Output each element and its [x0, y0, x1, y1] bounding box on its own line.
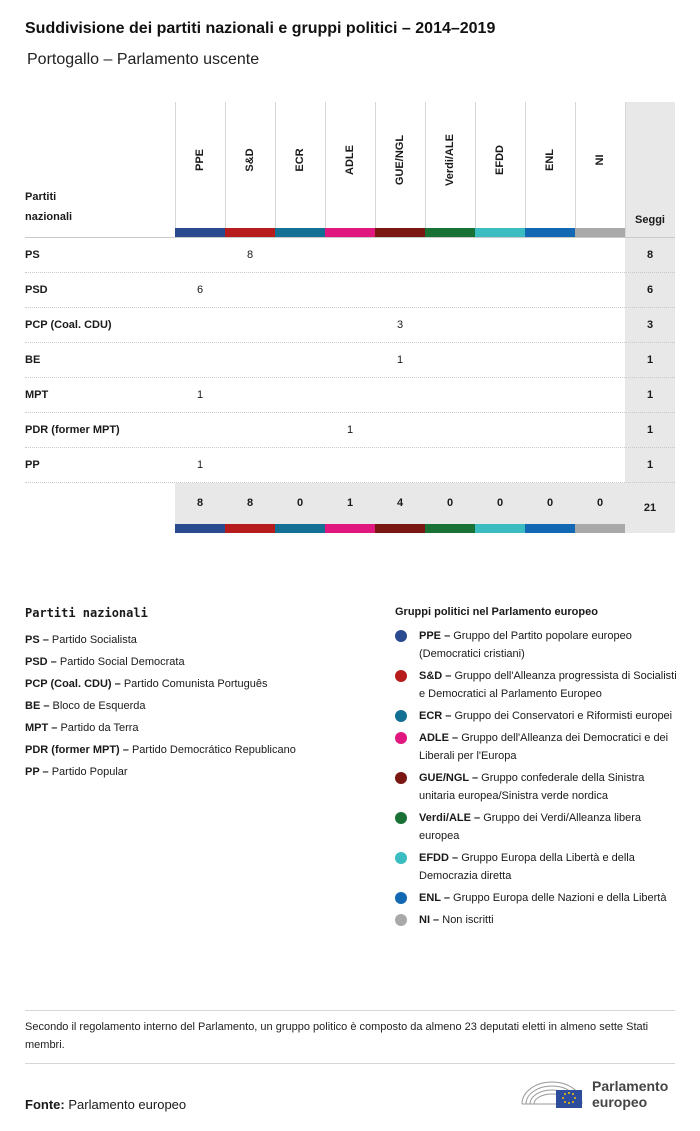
party-legend-item: [25, 695, 365, 717]
group-total: 8: [246, 497, 254, 509]
group-total: 0: [496, 497, 504, 509]
group-color-bar: [375, 228, 425, 237]
group-legend-name: Gruppo dell'Alleanza progressista di Socialisti e Democratici al Parlamento Europeo: [419, 670, 677, 700]
party-legend-abbr: MPT –: [25, 722, 58, 734]
group-column-header: [325, 102, 375, 227]
groups-legend: [395, 606, 680, 933]
group-color-dot: [395, 670, 407, 682]
group-legend-item: [395, 769, 680, 805]
source: [25, 1097, 186, 1112]
table-row: [25, 413, 675, 448]
group-legend-item: [395, 911, 680, 929]
group-legend-name: Gruppo confederale della Sinistra unitaria europea/Sinistra verde nordica: [419, 772, 645, 802]
group-color-dot: [395, 852, 407, 864]
party-legend-abbr: PCP (Coal. CDU) –: [25, 678, 121, 690]
party-legend-abbr: BE –: [25, 700, 50, 712]
group-color-bar: [525, 228, 575, 237]
group-legend-name: Gruppo Europa della Libertà e della Democrazia diretta: [419, 852, 635, 882]
seats-table: [25, 102, 675, 533]
group-code-label: GUE/NGL: [394, 134, 406, 186]
group-legend-item: [395, 729, 680, 765]
party-legend-name: Partido Democrático Republicano: [131, 744, 296, 756]
party-name: PDR (former MPT): [25, 424, 120, 436]
table-row: [25, 378, 675, 413]
party-legend-item: [25, 739, 365, 761]
parliament-logo: [520, 1074, 680, 1114]
party-header-line2: nazionali: [25, 211, 73, 223]
group-column-header: [275, 102, 325, 227]
party-total: 3: [646, 319, 654, 331]
party-legend-name: Partido Comunista Português: [123, 678, 268, 690]
table-row: [25, 308, 675, 343]
group-color-bar: [475, 524, 525, 533]
group-color-dot: [395, 812, 407, 824]
group-legend-abbr: ECR –: [419, 710, 452, 722]
groups-legend-title: Gruppi politici nel Parlamento europeo: [395, 606, 598, 618]
party-legend-name: Partido Socialista: [51, 634, 137, 646]
group-legend-item: [395, 809, 680, 845]
group-legend-abbr: ENL –: [419, 892, 450, 904]
party-name: PCP (Coal. CDU): [25, 319, 112, 331]
party-legend-item: [25, 761, 365, 783]
group-legend-item: [395, 849, 680, 885]
group-code-label: PPE: [194, 148, 206, 172]
group-color-dot: [395, 914, 407, 926]
logo-text: [592, 1078, 668, 1110]
group-color-bar: [275, 524, 325, 533]
group-color-bar: [475, 228, 525, 237]
group-legend-item: [395, 889, 680, 907]
group-total: 0: [446, 497, 454, 509]
group-legend-abbr: PPE –: [419, 630, 451, 642]
note-divider-top: [25, 1010, 675, 1011]
party-legend-name: Partido Popular: [51, 766, 128, 778]
group-legend-name: Gruppo dell'Alleanza dei Democratici e dei Liberali per l'Europa: [419, 732, 669, 762]
group-color-bar: [375, 524, 425, 533]
parties-legend-title: Partiti nazionali: [25, 606, 148, 620]
group-column-header: [175, 102, 225, 227]
page-subtitle: Portogallo – Parlamento uscente: [27, 51, 260, 68]
party-name: PS: [25, 249, 40, 261]
group-legend-abbr: ADLE –: [419, 732, 459, 744]
party-name: PP: [25, 459, 40, 471]
group-legend-name: Gruppo dei Conservatori e Riformisti europei: [454, 710, 673, 722]
group-legend-abbr: EFDD –: [419, 852, 459, 864]
party-legend-item: [25, 629, 365, 651]
party-legend-name: Partido Social Democrata: [59, 656, 185, 668]
group-color-bar: [525, 524, 575, 533]
group-column-header: [525, 102, 575, 227]
note-divider-bottom: [25, 1063, 675, 1064]
party-name: PSD: [25, 284, 48, 296]
seat-cell: 1: [196, 459, 204, 471]
group-legend-item: [395, 707, 680, 725]
party-total: 1: [646, 424, 654, 436]
group-color-bar: [225, 524, 275, 533]
group-color-dot: [395, 710, 407, 722]
party-total: 1: [646, 459, 654, 471]
group-code-label: NI: [594, 154, 606, 166]
party-legend-item: [25, 651, 365, 673]
group-code-label: ECR: [294, 148, 306, 172]
group-total: 0: [596, 497, 604, 509]
group-color-dot: [395, 892, 407, 904]
column-separator: [625, 102, 626, 237]
group-color-dot: [395, 630, 407, 642]
group-color-bar: [275, 228, 325, 237]
party-total: 6: [646, 284, 654, 296]
group-code-label: Verdi/ALE: [444, 134, 456, 186]
group-color-bar: [425, 524, 475, 533]
party-column-header: [25, 187, 72, 227]
party-total: 1: [646, 389, 654, 401]
group-color-bar: [575, 524, 625, 533]
european-parliament-logo-icon: [520, 1074, 586, 1114]
group-total: 0: [546, 497, 554, 509]
group-legend-abbr: GUE/NGL –: [419, 772, 479, 784]
group-total: 8: [196, 497, 204, 509]
party-legend-abbr: PP –: [25, 766, 49, 778]
group-color-dot: [395, 732, 407, 744]
group-column-header: [225, 102, 275, 227]
party-legend-abbr: PSD –: [25, 656, 57, 668]
seat-cell: 6: [196, 284, 204, 296]
row-divider: [25, 482, 675, 483]
seats-column-header: Seggi: [635, 214, 665, 226]
party-legend-abbr: PS –: [25, 634, 49, 646]
group-legend-abbr: S&D –: [419, 670, 452, 682]
group-total: 0: [296, 497, 304, 509]
party-name: BE: [25, 354, 41, 366]
table-row: [25, 343, 675, 378]
seat-cell: 1: [346, 424, 354, 436]
party-legend-name: Partido da Terra: [60, 722, 139, 734]
group-color-dot: [395, 772, 407, 784]
group-total: 1: [346, 497, 354, 509]
page-title: Suddivisione dei partiti nazionali e gruppi politici – 2014–2019: [25, 20, 496, 37]
party-total: 8: [646, 249, 654, 261]
group-color-bar: [175, 524, 225, 533]
group-column-header: [425, 102, 475, 227]
group-code-label: S&D: [244, 148, 256, 172]
group-color-bar: [325, 228, 375, 237]
footnote: Secondo il regolamento interno del Parlamento, un gruppo politico è composto da almeno 23 deputati eletti in almeno sette Stati membri.: [25, 1021, 649, 1051]
group-legend-name: Gruppo del Partito popolare europeo (Democratici cristiani): [419, 630, 632, 660]
table-row: [25, 448, 675, 483]
seat-cell: 3: [396, 319, 404, 331]
party-legend-item: [25, 717, 365, 739]
group-legend-abbr: Verdi/ALE –: [419, 812, 481, 824]
party-legend-abbr: PDR (former MPT) –: [25, 744, 129, 756]
group-code-label: ADLE: [344, 145, 356, 175]
group-color-bar: [575, 228, 625, 237]
source-value: Parlamento europeo: [68, 1097, 187, 1112]
seat-cell: 8: [246, 249, 254, 261]
group-code-label: ENL: [544, 149, 556, 171]
group-color-bar: [325, 524, 375, 533]
group-legend-abbr: NI –: [419, 914, 440, 926]
group-color-bar: [225, 228, 275, 237]
group-legend-item: [395, 667, 680, 703]
group-color-bar: [425, 228, 475, 237]
group-legend-item: [395, 627, 680, 663]
logo-line1: Parlamento: [592, 1078, 669, 1094]
group-legend-name: Non iscritti: [442, 914, 494, 926]
source-label: Fonte:: [25, 1097, 65, 1112]
grand-total: 21: [643, 502, 657, 514]
group-column-header: [575, 102, 625, 227]
logo-line2: europeo: [592, 1094, 648, 1110]
party-name: MPT: [25, 389, 49, 401]
seat-cell: 1: [196, 389, 204, 401]
group-column-header: [375, 102, 425, 227]
party-legend-name: Bloco de Esquerda: [52, 700, 146, 712]
group-column-header: [475, 102, 525, 227]
group-legend-name: Gruppo dei Verdi/Alleanza libera europea: [419, 812, 641, 842]
group-total: 4: [396, 497, 404, 509]
seat-cell: 1: [396, 354, 404, 366]
party-total: 1: [646, 354, 654, 366]
group-code-label: EFDD: [494, 145, 506, 175]
group-color-bar: [175, 228, 225, 237]
table-row: [25, 273, 675, 308]
group-legend-name: Gruppo Europa delle Nazioni e della Libertà: [453, 892, 667, 904]
party-legend-item: [25, 673, 365, 695]
parties-legend: [25, 606, 365, 783]
party-header-line1: Partiti: [25, 191, 57, 203]
table-row: [25, 238, 675, 273]
